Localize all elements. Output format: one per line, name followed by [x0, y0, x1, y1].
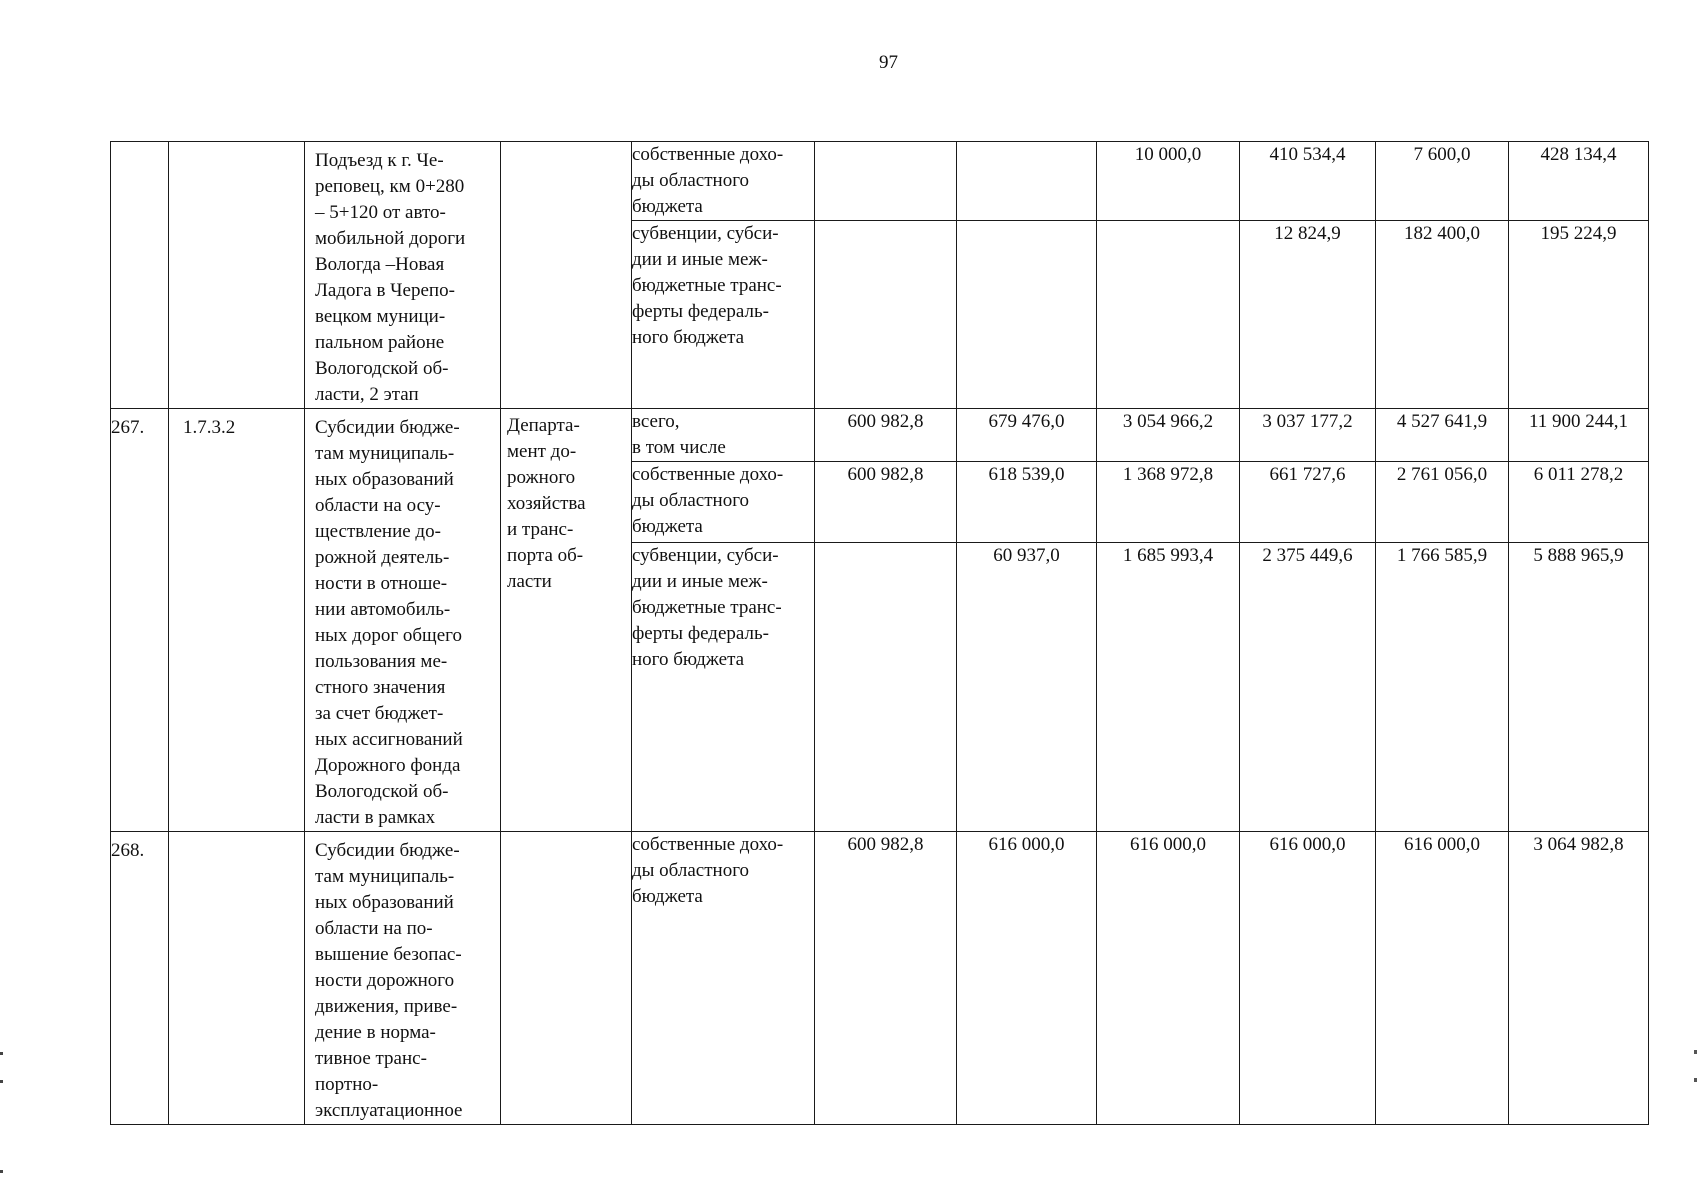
- source-cell: собственные дохо- ды областного бюджета: [632, 832, 815, 1125]
- row-code-cell: [169, 142, 305, 409]
- value-cell: 679 476,0: [957, 409, 1097, 462]
- row-code-cell: 1.7.3.2: [169, 409, 305, 832]
- value-cell: 2 375 449,6: [1240, 542, 1376, 831]
- value-cell: 4 527 641,9: [1376, 409, 1509, 462]
- value-cell: [957, 142, 1097, 221]
- value-cell: 616 000,0: [957, 832, 1097, 1125]
- scan-mark: [0, 1170, 3, 1173]
- table-row: [111, 832, 1649, 1125]
- value-cell: [815, 221, 957, 409]
- table-row: [111, 409, 1649, 462]
- row-name-cell: Субсидии бюдже- там муниципаль- ных образований области на осу- ществление до- рожной деятель- ности в отноше- нии автомобиль- ных дорог общего пользования ме- стного значения за счет бюджет- ных ассигнований Дорожного фонда Вологодской об- ласти в рамках: [305, 409, 501, 832]
- scan-mark: [0, 1080, 3, 1083]
- value-cell: 6 011 278,2: [1509, 462, 1649, 543]
- value-cell: [957, 221, 1097, 409]
- row-dept-cell: [501, 142, 632, 409]
- value-cell: 3 064 982,8: [1509, 832, 1649, 1125]
- value-cell: 5 888 965,9: [1509, 542, 1649, 831]
- value-cell: 428 134,4: [1509, 142, 1649, 221]
- source-cell: субвенции, субси- дии и иные меж- бюджетные транс- ферты федераль- ного бюджета: [632, 542, 815, 831]
- value-cell: [815, 542, 957, 831]
- scan-mark: [0, 1052, 3, 1055]
- table-row: [111, 142, 1649, 221]
- row-name-cell: Подъезд к г. Че- реповец, км 0+280 – 5+120 от авто- мобильной дороги Вологда –Новая Ладога в Черепо- вецком муници- пальном районе Вологодской об- ласти, 2 этап: [305, 142, 501, 409]
- value-cell: 1 685 993,4: [1097, 542, 1240, 831]
- value-cell: 600 982,8: [815, 462, 957, 543]
- source-cell: собственные дохо- ды областного бюджета: [632, 142, 815, 221]
- value-cell: 661 727,6: [1240, 462, 1376, 543]
- value-cell: 616 000,0: [1097, 832, 1240, 1125]
- value-cell: 618 539,0: [957, 462, 1097, 543]
- value-cell: 1 766 585,9: [1376, 542, 1509, 831]
- value-cell: 7 600,0: [1376, 142, 1509, 221]
- row-index-cell: 268.: [111, 832, 169, 1125]
- value-cell: 600 982,8: [815, 832, 957, 1125]
- row-dept-cell: [501, 832, 632, 1125]
- source-cell: собственные дохо- ды областного бюджета: [632, 462, 815, 543]
- value-cell: 12 824,9: [1240, 221, 1376, 409]
- source-cell: всего, в том числе: [632, 409, 815, 462]
- source-cell: субвенции, субси- дии и иные меж- бюджетные транс- ферты федераль- ного бюджета: [632, 221, 815, 409]
- row-dept-cell: Департа- мент до- рожного хозяйства и транс- порта об- ласти: [501, 409, 632, 832]
- row-name-cell: Субсидии бюдже- там муниципаль- ных образований области на по- вышение безопас- ности дорожного движения, приве- дение в норма- тивное транс- портно- эксплуатационное: [305, 832, 501, 1125]
- value-cell: [1097, 221, 1240, 409]
- row-code-cell: [169, 832, 305, 1125]
- value-cell: 195 224,9: [1509, 221, 1649, 409]
- value-cell: 600 982,8: [815, 409, 957, 462]
- budget-table: [110, 141, 1649, 1125]
- page-number: 97: [879, 52, 898, 73]
- value-cell: 1 368 972,8: [1097, 462, 1240, 543]
- value-cell: 2 761 056,0: [1376, 462, 1509, 543]
- row-index-cell: 267.: [111, 409, 169, 832]
- value-cell: 10 000,0: [1097, 142, 1240, 221]
- value-cell: 616 000,0: [1376, 832, 1509, 1125]
- row-index-cell: [111, 142, 169, 409]
- value-cell: [815, 142, 957, 221]
- value-cell: 3 054 966,2: [1097, 409, 1240, 462]
- value-cell: 60 937,0: [957, 542, 1097, 831]
- value-cell: 182 400,0: [1376, 221, 1509, 409]
- value-cell: 3 037 177,2: [1240, 409, 1376, 462]
- value-cell: 616 000,0: [1240, 832, 1376, 1125]
- value-cell: 410 534,4: [1240, 142, 1376, 221]
- value-cell: 11 900 244,1: [1509, 409, 1649, 462]
